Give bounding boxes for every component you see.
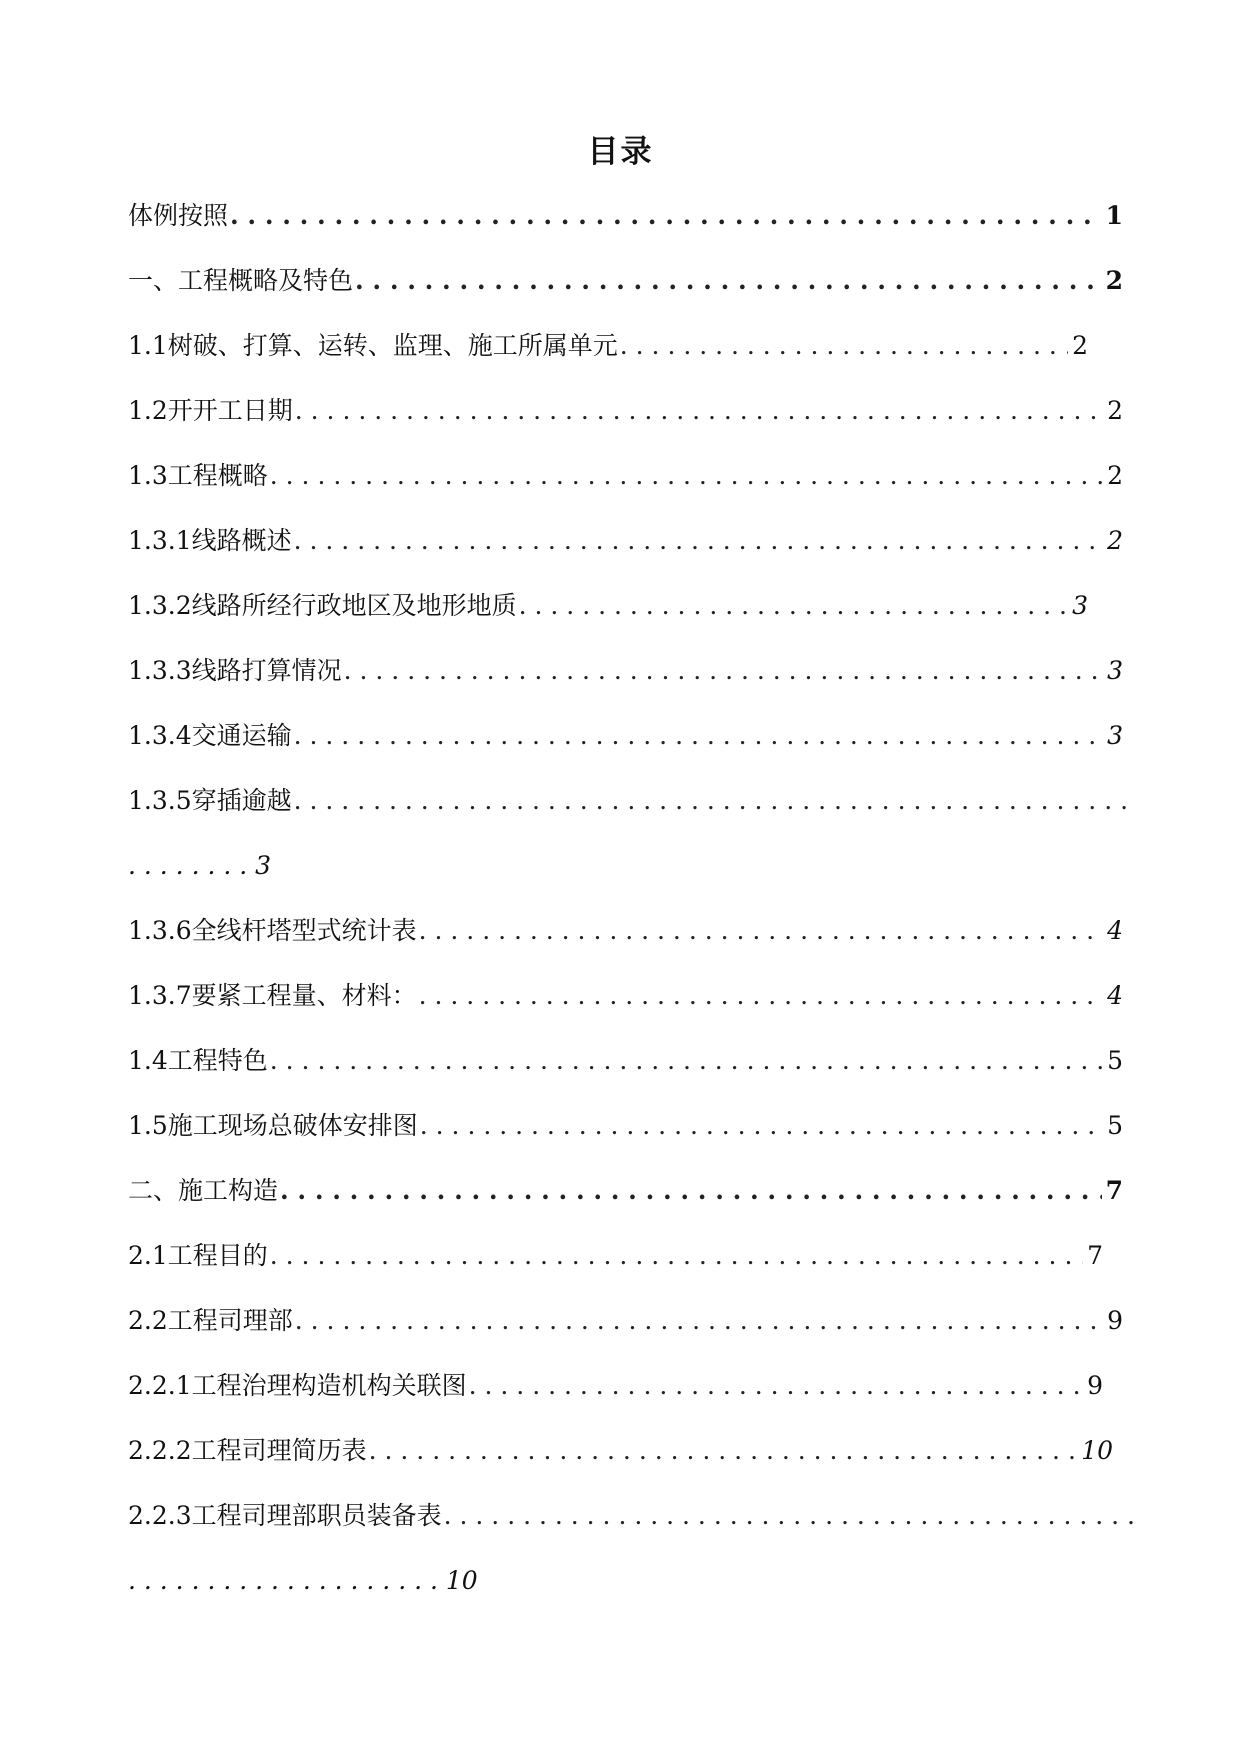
dot-leader [294, 781, 1138, 821]
toc-entry-label: 一、工程概略及特色 [128, 266, 354, 295]
toc-entry[interactable] [128, 521, 1123, 586]
toc-entry-label: 1.1树破、打算、运转、监理、施工所属单元 [128, 331, 618, 360]
toc-entry[interactable] [128, 976, 1123, 1041]
toc-entry-page: 7 [1087, 1241, 1103, 1270]
toc-entry-page: 2 [1072, 331, 1088, 360]
toc-entry-label: 2.1工程目的 [128, 1241, 268, 1270]
toc-entry-label: 1.3.1线路概述 [128, 526, 292, 555]
toc-entry-label: 二、施工构造 [128, 1176, 279, 1205]
toc-entry-page: 5 [1107, 1111, 1123, 1140]
toc-entry[interactable] [128, 1171, 1123, 1236]
toc-entry-page: 2 [1107, 526, 1123, 555]
toc-entry-page: 1 [1105, 201, 1123, 230]
dot-leader: . . . . . . . . . . . . . . . . . . . . [128, 1566, 446, 1595]
toc-entry-label: 2.2.1工程治理构造机构关联图 [128, 1371, 467, 1400]
toc-entry-page: 5 [1107, 1046, 1123, 1075]
toc-entry-label: 1.2开开工日期 [128, 396, 293, 425]
toc-entry-label: 1.5施工现场总破体安排图 [128, 1111, 418, 1140]
toc-entry[interactable] [128, 1236, 1103, 1301]
dot-leader [419, 976, 1103, 1016]
toc-entry[interactable] [128, 196, 1123, 261]
dot-leader [344, 651, 1103, 691]
toc-entry-page: 4 [1107, 981, 1123, 1010]
toc-entry-label: 1.4工程特色 [128, 1046, 268, 1075]
toc-entry-page: 10 [1081, 1436, 1113, 1465]
toc-entry[interactable] [128, 1431, 1113, 1496]
dot-leader: . . . . . . . . [128, 851, 256, 880]
toc-entry[interactable] [128, 716, 1123, 781]
toc-entry-page: 3 [255, 851, 272, 880]
toc-entry-label: 2.2.3工程司理部职员装备表 [128, 1501, 442, 1530]
toc-entry-label: 1.3.2线路所经行政地区及地形地质 [128, 591, 517, 620]
toc-entry-page: 7 [1105, 1176, 1123, 1205]
dot-leader [270, 456, 1103, 496]
toc-entry-page: 3 [1107, 721, 1123, 750]
dot-leader [620, 326, 1068, 366]
dot-leader [295, 391, 1103, 431]
toc-entry[interactable] [128, 1301, 1123, 1366]
toc-entry-page: 4 [1107, 916, 1123, 945]
dot-leader [369, 1431, 1078, 1471]
toc-entry-continuation [128, 846, 1123, 911]
toc-entry[interactable] [128, 586, 1088, 651]
toc-entry-label: 1.3.4交通运输 [128, 721, 292, 750]
toc-entry[interactable] [128, 1496, 1138, 1561]
dot-leader [419, 911, 1103, 951]
toc-entry[interactable] [128, 911, 1123, 976]
toc-entry[interactable] [128, 1366, 1103, 1431]
toc-entry-page: 9 [1107, 1306, 1123, 1335]
toc-entry-label: 1.3.3线路打算情况 [128, 656, 342, 685]
toc-entry-label: 1.3.6全线杆塔型式统计表 [128, 916, 417, 945]
dot-leader [270, 1041, 1103, 1081]
dot-leader [230, 196, 1102, 236]
toc-entry-label: 2.2.2工程司理简历表 [128, 1436, 367, 1465]
dot-leader [270, 1236, 1083, 1276]
toc-entry-label: 1.3.7要紧工程量、材料： [128, 981, 417, 1010]
toc-title: 目录 [587, 134, 654, 170]
dot-leader [294, 521, 1103, 561]
dot-leader [294, 716, 1103, 756]
toc-entry[interactable] [128, 651, 1123, 716]
toc-entry-page: 9 [1087, 1371, 1103, 1400]
toc-entry-page: 2 [1107, 396, 1123, 425]
toc-entry[interactable] [128, 391, 1123, 456]
toc-entry-label: 1.3工程概略 [128, 461, 268, 490]
toc-entry-page: 10 [445, 1566, 478, 1595]
toc-entry[interactable] [128, 1041, 1123, 1106]
toc-entry[interactable] [128, 1106, 1123, 1171]
toc-entry-label: 体例按照 [128, 201, 229, 230]
toc-entry[interactable] [128, 781, 1138, 846]
toc-entry-page: 2 [1107, 461, 1123, 490]
toc-entry-label: 1.3.5穿插逾越 [128, 786, 292, 815]
dot-leader [280, 1171, 1102, 1211]
toc-entry-page: 2 [1105, 266, 1123, 295]
dot-leader [519, 586, 1068, 626]
table-of-contents [128, 196, 1123, 1626]
toc-entry-page: 3 [1072, 591, 1088, 620]
toc-entry[interactable] [128, 326, 1088, 391]
toc-entry[interactable] [128, 261, 1123, 326]
dot-leader [444, 1496, 1138, 1536]
toc-entry-continuation [128, 1561, 1123, 1626]
toc-entry-page: 3 [1107, 656, 1123, 685]
toc-entry[interactable] [128, 456, 1123, 521]
dot-leader [355, 261, 1102, 301]
dot-leader [295, 1301, 1103, 1341]
dot-leader [469, 1366, 1083, 1406]
toc-entry-label: 2.2工程司理部 [128, 1306, 293, 1335]
dot-leader [420, 1106, 1103, 1146]
